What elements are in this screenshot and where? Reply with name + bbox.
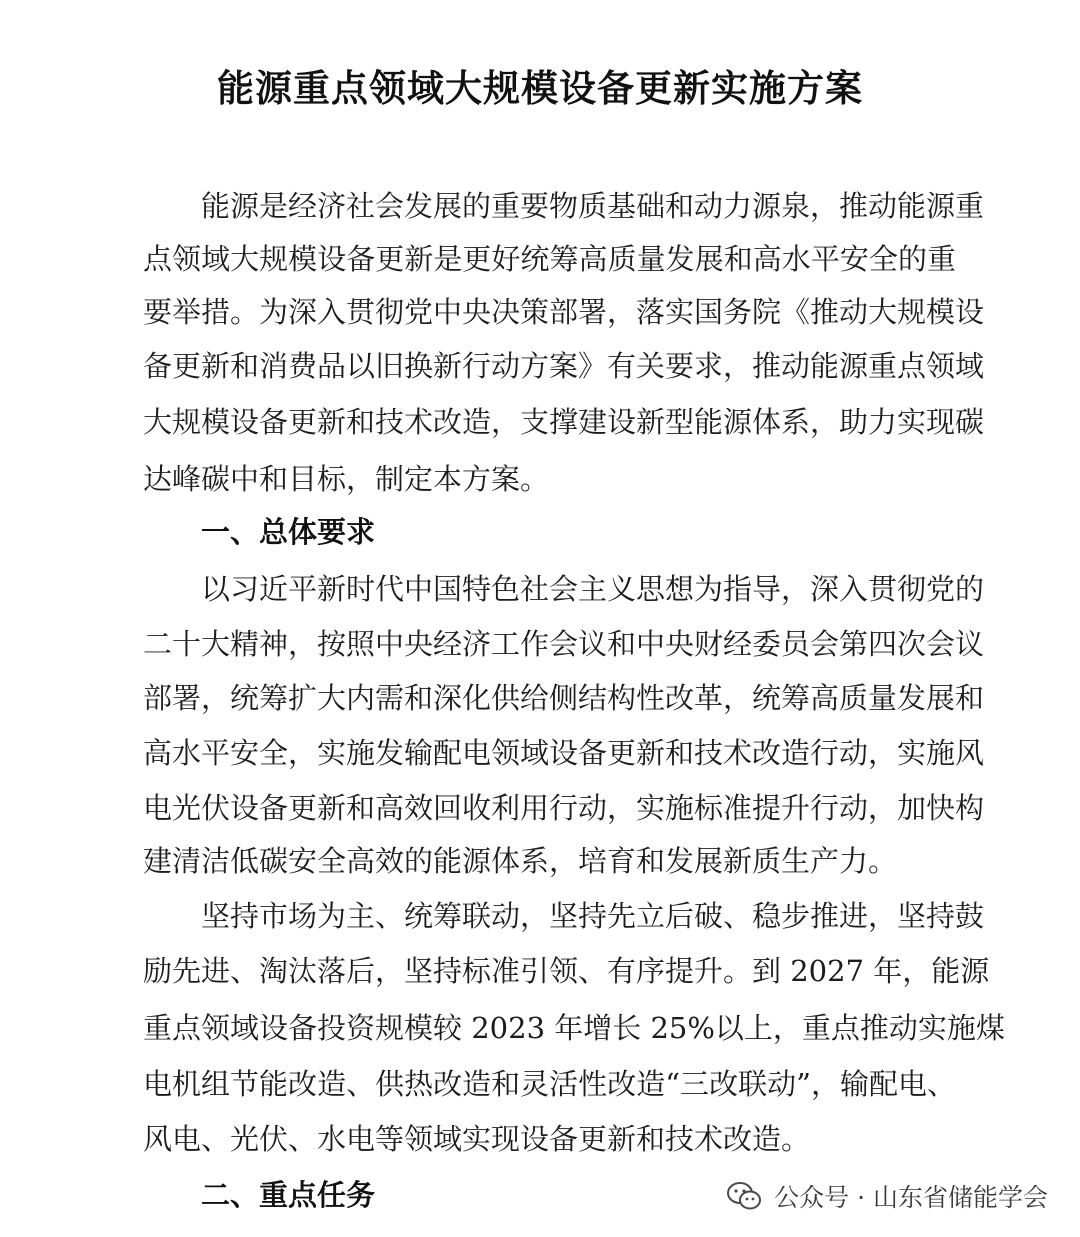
paragraph-line: 大规模设备更新和技术改造，支撑建设新型能源体系，助力实现碳 (143, 405, 985, 439)
paragraph-line: 重点领域设备投资规模较 2023 年增长 25%以上，重点推动实施煤 (143, 1011, 1005, 1045)
paragraph-line: 部署，统筹扩大内需和深化供给侧结构性改革，统筹高质量发展和 (143, 681, 985, 715)
paragraph-line: 达峰碳中和目标，制定本方案。 (143, 462, 550, 496)
paragraph-line: 高水平安全，实施发输配电领域设备更新和技术改造行动，实施风 (143, 736, 985, 770)
paragraph-line: 励先进、淘汰落后，坚持标准引领、有序提升。到 2027 年，能源 (143, 954, 990, 988)
watermark-text: 公众号 · 山东省储能学会 (774, 1183, 1048, 1212)
document-title: 能源重点领域大规模设备更新实施方案 (217, 66, 863, 110)
paragraph-line: 备更新和消费品以旧换新行动方案》有关要求，推动能源重点领域 (143, 349, 985, 383)
paragraph-line: 要举措。为深入贯彻党中央决策部署，落实国务院《推动大规模设 (143, 295, 985, 329)
wechat-watermark (726, 1176, 1048, 1216)
section-heading-key-tasks: 二、重点任务 (201, 1178, 376, 1212)
wechat-icon (726, 1180, 762, 1212)
paragraph-line: 建清洁低碳安全高效的能源体系，培育和发展新质生产力。 (143, 844, 898, 878)
paragraph-line: 点领域大规模设备更新是更好统筹高质量发展和高水平安全的重 (143, 242, 956, 276)
section-heading-general-requirements: 一、总体要求 (201, 515, 376, 549)
paragraph-line: 能源是经济社会发展的重要物质基础和动力源泉，推动能源重 (201, 189, 985, 223)
paragraph-line: 坚持市场为主、统筹联动，坚持先立后破、稳步推进，坚持鼓 (201, 899, 985, 933)
paragraph-line: 二十大精神，按照中央经济工作会议和中央财经委员会第四次会议 (143, 627, 985, 661)
paragraph-line: 风电、光伏、水电等领域实现设备更新和技术改造。 (143, 1122, 811, 1156)
paragraph-line: 电光伏设备更新和高效回收利用行动，实施标准提升行动，加快构 (143, 791, 985, 825)
paragraph-line: 电机组节能改造、供热改造和灵活性改造“三改联动”，输配电、 (143, 1067, 956, 1101)
paragraph-line: 以习近平新时代中国特色社会主义思想为指导，深入贯彻党的 (201, 572, 985, 606)
